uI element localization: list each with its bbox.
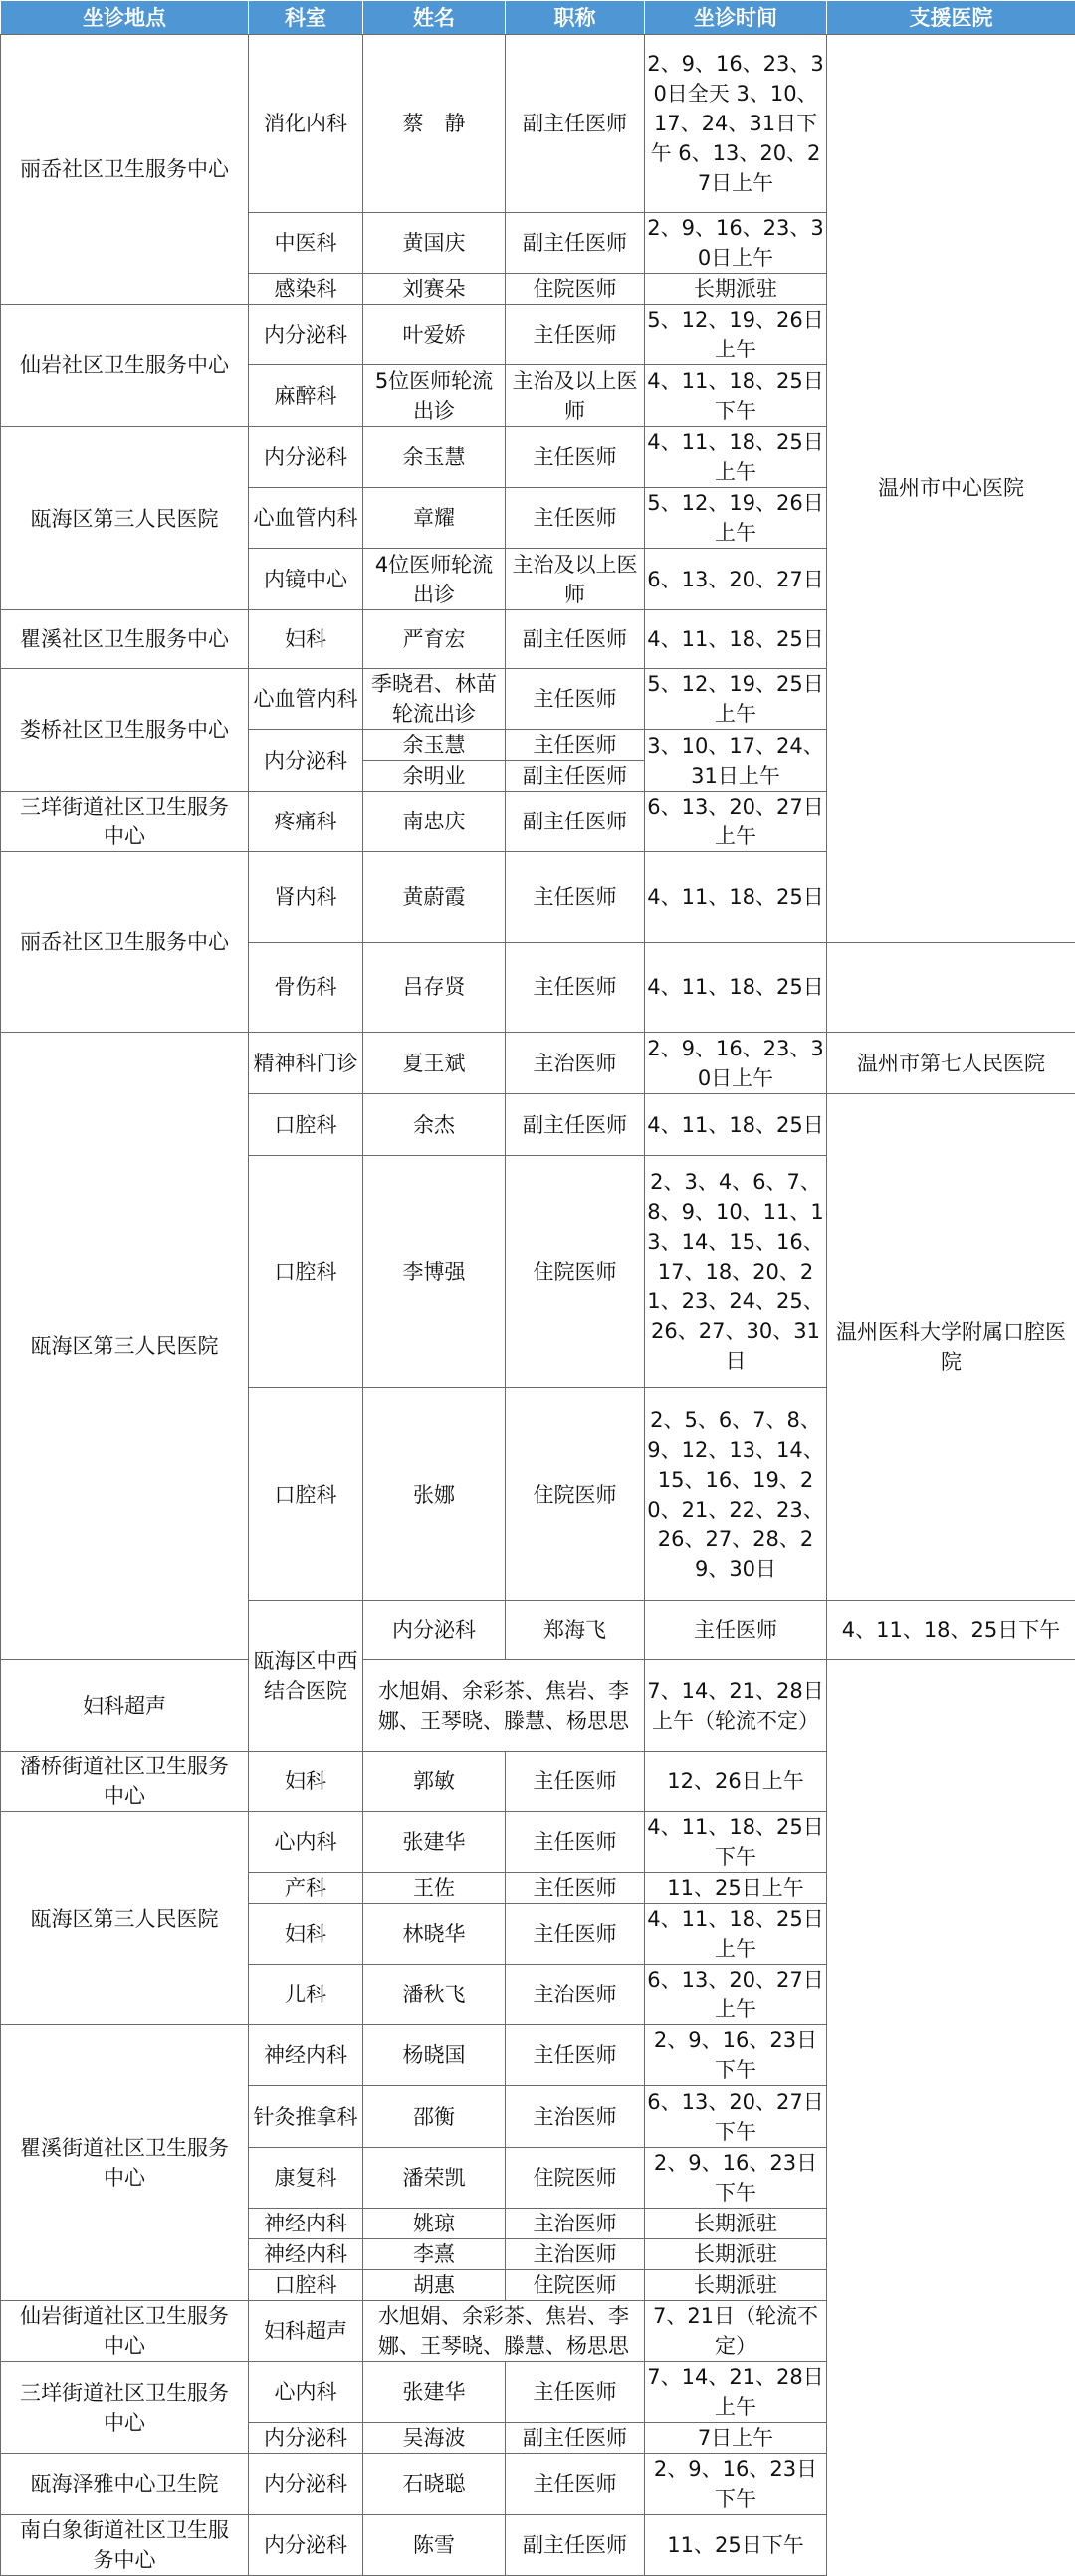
table-row (1, 2025, 1075, 2086)
department-cell: 肾内科 (249, 852, 363, 943)
header-department: 科室 (249, 1, 363, 35)
doctor-cell: 季晓君、林苗轮流出诊 (363, 669, 506, 730)
time-cell: 4、11、18、25日下午 (645, 365, 827, 427)
time-cell: 7、14、21、28日上午 (645, 2362, 827, 2423)
title-cell: 主治及以上医师 (506, 365, 645, 427)
department-cell: 心血管内科 (249, 488, 363, 549)
table-row (1, 2515, 1075, 2576)
title-cell: 主治医师 (506, 1965, 645, 2025)
department-cell: 妇科超声 (249, 2301, 363, 2362)
doctor-cell: 余玉慧 (363, 427, 506, 488)
time-cell: 2、3、4、6、7、8、9、10、11、13、14、15、16、17、18、20、21、23、24、25、26、27、30、31日 (645, 1156, 827, 1388)
time-cell: 3、10、17、24、31日上午 (645, 730, 827, 792)
department-cell: 内分泌科 (249, 305, 363, 365)
title-cell: 住院医师 (506, 274, 645, 305)
department-cell: 心内科 (249, 2362, 363, 2423)
time-cell: 2、9、16、23、30日上午 (645, 1033, 827, 1094)
department-cell: 内分泌科 (249, 2515, 363, 2576)
department-cell: 妇科 (249, 1904, 363, 1965)
location-cell: 仙岩街道社区卫生服务中心 (1, 2301, 249, 2362)
title-cell: 住院医师 (506, 1156, 645, 1388)
location-cell: 三垟街道社区卫生服务中心 (1, 792, 249, 852)
department-cell: 儿科 (249, 1965, 363, 2025)
hospital-cell: 温州医科大学附属口腔医院 (827, 1094, 1075, 1601)
title-cell: 副主任医师 (506, 213, 645, 274)
doctor-cell: 蔡 静 (363, 35, 506, 213)
time-cell: 2、9、16、23、30日全天 3、10、17、24、31日下午 6、13、20、27日上午 (645, 35, 827, 213)
title-cell: 主任医师 (506, 1752, 645, 1812)
time-cell: 5、12、19、26日上午 (645, 488, 827, 549)
title-cell: 主治医师 (506, 2086, 645, 2148)
hospital-cell: 温州市第七人民医院 (827, 1033, 1075, 1094)
department-cell: 麻醉科 (249, 365, 363, 427)
time-cell: 6、13、20、27日上午 (645, 792, 827, 852)
doctor-cell: 潘荣凯 (363, 2148, 506, 2209)
department-cell: 神经内科 (249, 2239, 363, 2270)
time-cell: 4、11、18、25日 (645, 610, 827, 669)
title-cell: 主任医师 (506, 852, 645, 943)
doctor-cell: 王佐 (363, 1873, 506, 1904)
doctor-cell: 余玉慧 (363, 730, 506, 761)
doctor-cell: 内分泌科 (363, 1601, 506, 1660)
department-cell: 消化内科 (249, 35, 363, 213)
department-cell: 感染科 (249, 274, 363, 305)
table-row (1, 2301, 1075, 2362)
title-cell: 主任医师 (506, 488, 645, 549)
doctor-cell: 胡惠 (363, 2270, 506, 2301)
time-cell: 7、21日（轮流不定） (645, 2301, 827, 2362)
title-cell: 主任医师 (506, 1904, 645, 1965)
doctor-cell: 林晓华 (363, 1904, 506, 1965)
table-row (1, 35, 1075, 213)
header-time: 坐诊时间 (645, 1, 827, 35)
hospital-cell: 4、11、18、25日下午 (827, 1601, 1075, 1660)
title-cell: 副主任医师 (506, 35, 645, 213)
department-cell: 心血管内科 (249, 669, 363, 730)
location-cell: 丽岙社区卫生服务中心 (1, 35, 249, 305)
table-row (1, 1812, 1075, 1873)
time-cell: 4、11、18、25日上午 (645, 427, 827, 488)
department-cell: 骨伤科 (249, 942, 363, 1033)
department-cell: 心内科 (249, 1812, 363, 1873)
doctor-cell: 石晓聪 (363, 2454, 506, 2515)
department-cell: 中医科 (249, 213, 363, 274)
title-cell: 住院医师 (506, 2270, 645, 2301)
doctor-cell: 黄国庆 (363, 213, 506, 274)
header-title: 职称 (506, 1, 645, 35)
title-cell: 副主任医师 (506, 2515, 645, 2576)
department-cell: 口腔科 (249, 2270, 363, 2301)
department-cell: 内分泌科 (249, 730, 363, 792)
doctor-cell: 黄蔚霞 (363, 852, 506, 943)
location-cell: 瓯海区第三人民医院 (1, 1033, 249, 1660)
time-cell: 6、13、20、27日上午 (645, 1965, 827, 2025)
department-cell: 内镜中心 (249, 549, 363, 610)
doctor-cell: 吴海波 (363, 2423, 506, 2454)
time-cell: 2、9、16、23日下午 (645, 2025, 827, 2086)
title-cell: 主任医师 (506, 942, 645, 1033)
doctor-cell: 严育宏 (363, 610, 506, 669)
time-cell: 2、5、6、7、8、9、12、13、14、15、16、19、20、21、22、23、26、27、28、29、30日 (645, 1388, 827, 1601)
doctor-cell: 张娜 (363, 1388, 506, 1601)
doctor-cell: 叶爱娇 (363, 305, 506, 365)
doctor-cell: 张建华 (363, 1812, 506, 1873)
title-cell: 住院医师 (506, 1388, 645, 1601)
doctor-cell: 水旭娟、余彩茶、焦岩、李娜、王琴晓、滕慧、杨思思 (363, 2301, 645, 2362)
department-cell: 内分泌科 (249, 2423, 363, 2454)
title-cell: 主任医师 (506, 2362, 645, 2423)
doctor-cell: 4位医师轮流出诊 (363, 549, 506, 610)
doctor-cell: 刘赛朵 (363, 274, 506, 305)
title-cell: 住院医师 (506, 2148, 645, 2209)
location-cell: 妇科超声 (1, 1660, 249, 1752)
title-cell: 主治及以上医师 (506, 549, 645, 610)
department-cell: 内分泌科 (249, 2454, 363, 2515)
location-cell: 三垟街道社区卫生服务中心 (1, 2362, 249, 2454)
time-cell: 4、11、18、25日下午 (645, 1812, 827, 1873)
doctor-cell: 郭敏 (363, 1752, 506, 1812)
location-cell: 瞿溪社区卫生服务中心 (1, 610, 249, 669)
title-cell: 主任医师 (506, 669, 645, 730)
time-cell: 4、11、18、25日 (645, 1094, 827, 1156)
time-cell: 4、11、18、25日 (645, 942, 827, 1033)
title-cell: 副主任医师 (506, 610, 645, 669)
time-cell: 5、12、19、26日上午 (645, 305, 827, 365)
doctor-cell: 夏王斌 (363, 1033, 506, 1094)
time-cell: 7、14、21、28日上午（轮流不定） (645, 1660, 827, 1752)
time-cell: 5、12、19、25日上午 (645, 669, 827, 730)
department-cell: 精神科门诊 (249, 1033, 363, 1094)
doctor-cell: 潘秋飞 (363, 1965, 506, 2025)
doctor-cell: 余杰 (363, 1094, 506, 1156)
title-cell: 副主任医师 (506, 761, 645, 792)
department-cell: 神经内科 (249, 2025, 363, 2086)
doctor-cell: 章耀 (363, 488, 506, 549)
doctor-cell: 邵衡 (363, 2086, 506, 2148)
time-cell: 6、13、20、27日下午 (645, 2086, 827, 2148)
table-row (1, 2362, 1075, 2423)
header-location: 坐诊地点 (1, 1, 249, 35)
location-cell: 丽岙社区卫生服务中心 (1, 852, 249, 1033)
title-cell: 主任医师 (506, 2454, 645, 2515)
time-cell: 4、11、18、25日 (645, 852, 827, 943)
title-cell: 主任医师 (506, 427, 645, 488)
hospital-cell: 温州市中心医院 (827, 35, 1075, 943)
department-cell: 口腔科 (249, 1156, 363, 1388)
location-cell: 娄桥社区卫生服务中心 (1, 669, 249, 792)
header-name: 姓名 (363, 1, 506, 35)
doctor-cell: 余明业 (363, 761, 506, 792)
time-cell: 2、9、16、23日下午 (645, 2454, 827, 2515)
doctor-cell: 南忠庆 (363, 792, 506, 852)
title-cell: 主任医师 (506, 2025, 645, 2086)
department-cell: 疼痛科 (249, 792, 363, 852)
time-cell: 长期派驻 (645, 2209, 827, 2239)
department-cell: 口腔科 (249, 1388, 363, 1601)
doctor-cell: 杨晓国 (363, 2025, 506, 2086)
department-cell: 妇科 (249, 610, 363, 669)
location-cell: 瞿溪街道社区卫生服务中心 (1, 2025, 249, 2301)
time-cell: 长期派驻 (645, 274, 827, 305)
location-cell: 仙岩社区卫生服务中心 (1, 305, 249, 427)
department-cell: 瓯海区中西结合医院 (249, 1601, 363, 1752)
department-cell: 妇科 (249, 1752, 363, 1812)
time-cell: 4、11、18、25日上午 (645, 1904, 827, 1965)
table-body (1, 35, 1075, 2576)
location-cell: 瓯海区第三人民医院 (1, 1812, 249, 2025)
department-cell: 针灸推拿科 (249, 2086, 363, 2148)
title-cell: 副主任医师 (506, 2423, 645, 2454)
time-cell: 11、25日上午 (645, 1873, 827, 1904)
doctor-cell: 5位医师轮流出诊 (363, 365, 506, 427)
time-cell: 主任医师 (645, 1601, 827, 1660)
title-cell: 主任医师 (506, 1812, 645, 1873)
title-cell: 主治医师 (506, 1033, 645, 1094)
time-cell: 长期派驻 (645, 2239, 827, 2270)
doctor-cell: 李博强 (363, 1156, 506, 1388)
title-cell: 主任医师 (506, 1873, 645, 1904)
title-cell: 主任医师 (506, 730, 645, 761)
doctor-cell: 张建华 (363, 2362, 506, 2423)
time-cell: 6、13、20、27日 (645, 549, 827, 610)
doctor-cell: 李熹 (363, 2239, 506, 2270)
doctor-cell: 吕存贤 (363, 942, 506, 1033)
location-cell: 瓯海泽雅中心卫生院 (1, 2454, 249, 2515)
title-cell: 副主任医师 (506, 1094, 645, 1156)
title-cell: 副主任医师 (506, 792, 645, 852)
location-cell: 潘桥街道社区卫生服务中心 (1, 1752, 249, 1812)
time-cell: 7日上午 (645, 2423, 827, 2454)
department-cell: 产科 (249, 1873, 363, 1904)
table-row (1, 1660, 1075, 1752)
doctor-cell: 水旭娟、余彩茶、焦岩、李娜、王琴晓、滕慧、杨思思 (363, 1660, 645, 1752)
time-cell: 12、26日上午 (645, 1752, 827, 1812)
title-cell: 主治医师 (506, 2209, 645, 2239)
location-cell: 瓯海区第三人民医院 (1, 427, 249, 610)
time-cell: 长期派驻 (645, 2270, 827, 2301)
department-cell: 内分泌科 (249, 427, 363, 488)
title-cell: 郑海飞 (506, 1601, 645, 1660)
table-row (1, 1752, 1075, 1812)
title-cell: 主任医师 (506, 305, 645, 365)
table-row (1, 2454, 1075, 2515)
location-cell: 南白象街道社区卫生服务中心 (1, 2515, 249, 2576)
doctor-cell: 姚琼 (363, 2209, 506, 2239)
header-hospital: 支援医院 (827, 1, 1075, 35)
department-cell: 康复科 (249, 2148, 363, 2209)
table-row (1, 1033, 1075, 1094)
title-cell: 主治医师 (506, 2239, 645, 2270)
header-row (1, 1, 1075, 35)
time-cell: 2、9、16、23、30日上午 (645, 213, 827, 274)
department-cell: 口腔科 (249, 1094, 363, 1156)
doctor-cell: 陈雪 (363, 2515, 506, 2576)
time-cell: 2、9、16、23日下午 (645, 2148, 827, 2209)
department-cell: 神经内科 (249, 2209, 363, 2239)
time-cell: 11、25日下午 (645, 2515, 827, 2576)
